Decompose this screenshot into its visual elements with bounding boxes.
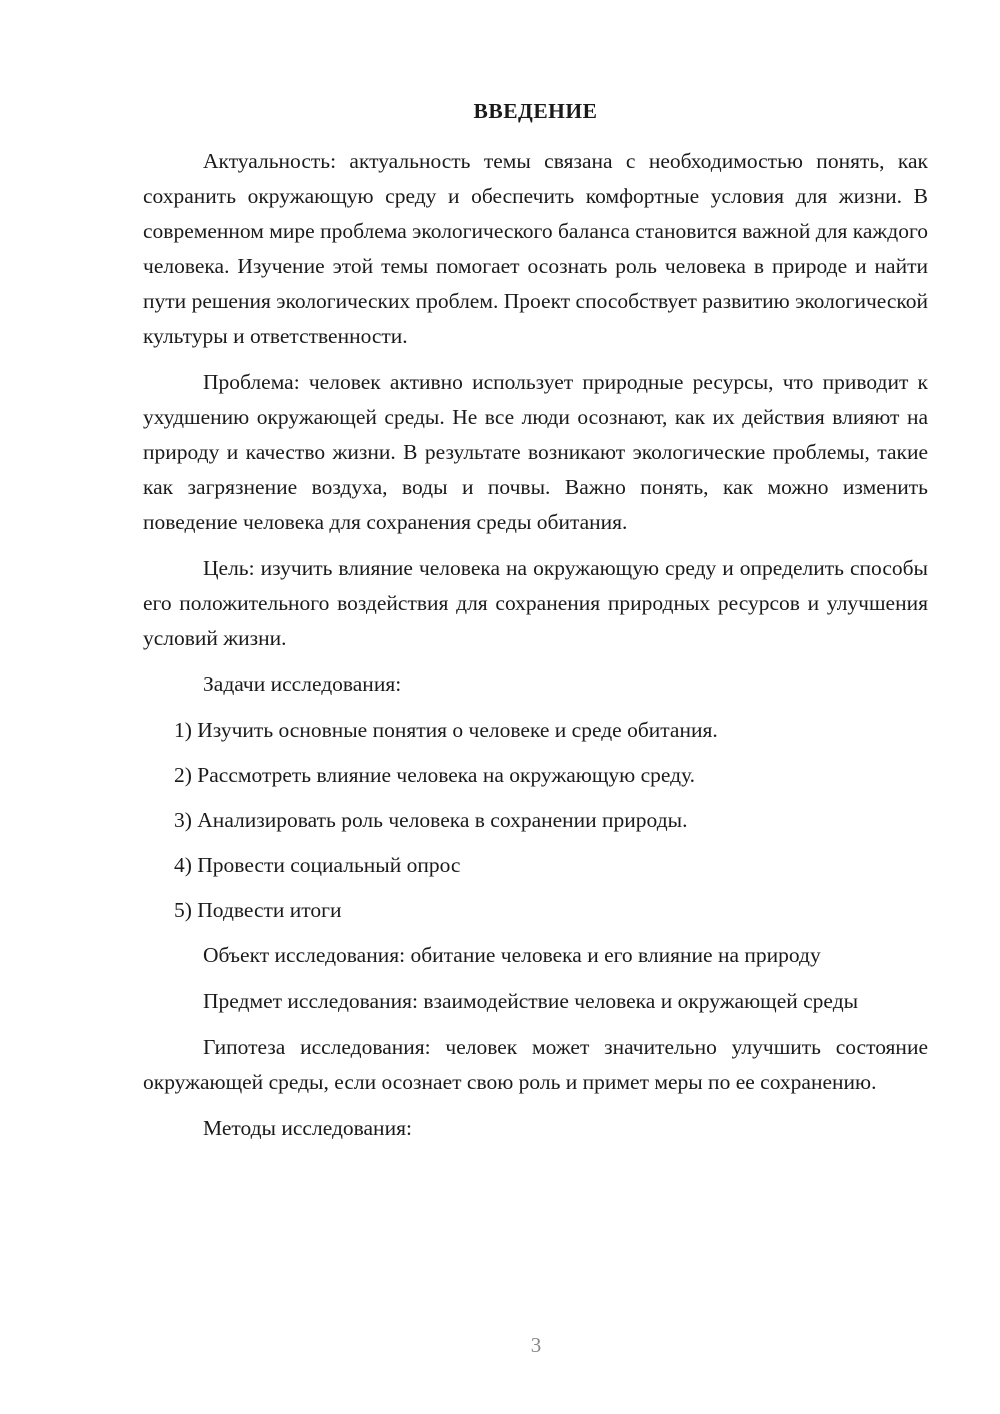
list-item: 5) Подвести итоги xyxy=(174,898,342,922)
document-page xyxy=(143,96,928,1157)
list-item: 2) Рассмотреть влияние человека на окружающую среду. xyxy=(174,763,696,787)
list-item: 4) Провести социальный опрос xyxy=(174,853,461,877)
list-item: 3) Анализировать роль человека в сохранении природы. xyxy=(174,808,688,832)
hypothesis-paragraph: Гипотеза исследования: человек может значительно улучшить состояние окружающей среды, если осознает свою роль и примет меры по ее сохранению. xyxy=(143,1035,928,1094)
relevance-paragraph: Актуальность: актуальность темы связана с необходимостью понять, как сохранить окружающую среду и обеспечить комфортные условия для жизни. В современном мире проблема экологического баланса становится важной для каждого человека. Изучение этой темы помогает осознать роль человека в природе и найти пути решения экологических проблем. Проект способствует развитию экологической культуры и ответственности. xyxy=(143,149,928,348)
goal-paragraph: Цель: изучить влияние человека на окружающую среду и определить способы его положительного воздействия для сохранения природных ресурсов и улучшения условий жизни. xyxy=(143,556,928,650)
subject-paragraph: Предмет исследования: взаимодействие человека и окружающей среды xyxy=(203,989,859,1013)
list-item: 1) Изучить основные понятия о человеке и среде обитания. xyxy=(174,718,718,742)
methods-title: Методы исследования: xyxy=(203,1116,412,1140)
problem-paragraph: Проблема: человек активно использует природные ресурсы, что приводит к ухудшению окружающей среды. Не все люди осознают, как их действия влияют на природу и качество жизни. В результате возникают экологические проблемы, такие как загрязнение воздуха, воды и почвы. Важно понять, как можно изменить поведение человека для сохранения среды обитания. xyxy=(143,370,928,534)
tasks-title: Задачи исследования: xyxy=(203,672,402,696)
page-number: 3 xyxy=(530,1333,542,1357)
tasks-list xyxy=(143,713,928,928)
object-paragraph: Объект исследования: обитание человека и его влияние на природу xyxy=(203,943,821,967)
section-heading: ВВЕДЕНИЕ xyxy=(473,99,598,123)
